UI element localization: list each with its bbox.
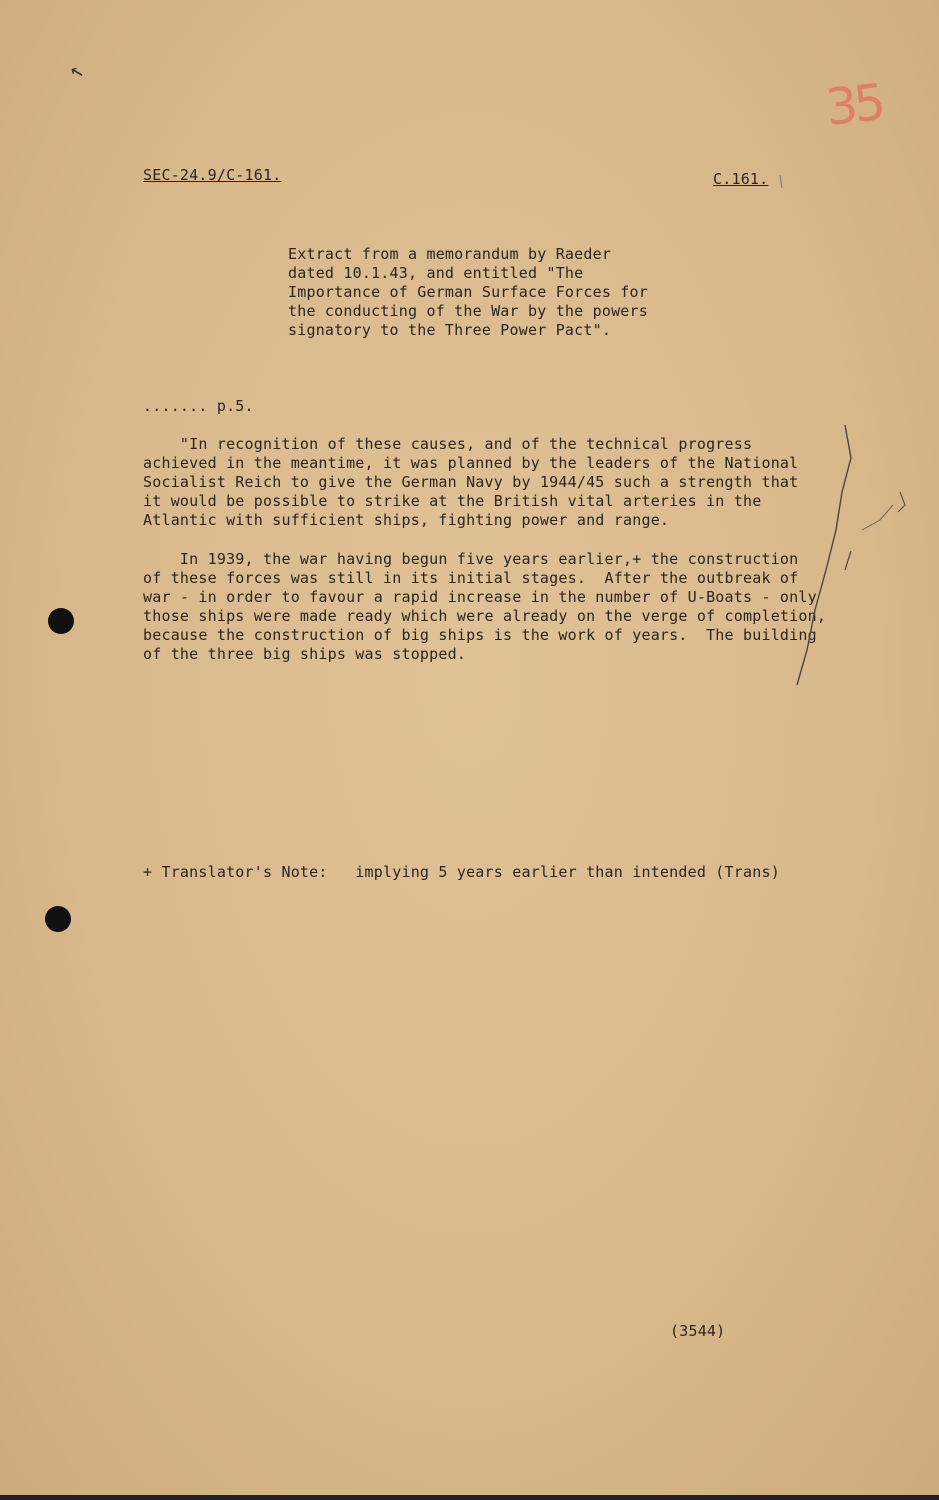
title-line: the conducting of the War by the powers (288, 302, 648, 320)
text-line: war - in order to favour a rapid increase in the number of U-Boats - only (143, 588, 817, 606)
pencil-mark-icon: ↖ (66, 56, 87, 85)
binder-hole (48, 608, 74, 634)
title-line: Importance of German Surface Forces for (288, 283, 648, 301)
document-reference-right: C.161. (713, 170, 769, 188)
text-line: it would be possible to strike at the British vital arteries in the (143, 492, 762, 510)
binder-hole (45, 906, 71, 932)
text-line: Socialist Reich to give the German Navy by 1944/45 such a strength that (143, 473, 799, 491)
translator-footnote: + Translator's Note: implying 5 years earlier than intended (Trans) (143, 863, 780, 881)
text-line: In 1939, the war having begun five years earlier,+ the construction (143, 550, 799, 568)
text-line: of these forces was still in its initial stages. After the outbreak of (143, 569, 799, 587)
text-line: those ships were made ready which were already on the verge of completion, (143, 607, 827, 625)
scan-edge (0, 1495, 939, 1500)
text-line: of the three big ships was stopped. (143, 645, 467, 663)
page-number: (3544) (670, 1322, 726, 1340)
title-line: Extract from a memorandum by Raeder (288, 245, 612, 263)
title-line: signatory to the Three Power Pact". (288, 321, 612, 339)
page-stamp: 35 (823, 73, 885, 137)
page-reference: ....... p.5. (143, 397, 254, 415)
text-line: achieved in the meantime, it was planned by the leaders of the National (143, 454, 799, 472)
text-line: because the construction of big ships is the work of years. The building (143, 626, 817, 644)
document-reference-left: SEC-24.9/C-161. (143, 166, 282, 184)
title-line: dated 10.1.43, and entitled "The (288, 264, 584, 282)
text-line: "In recognition of these causes, and of the technical progress (143, 435, 753, 453)
text-line: Atlantic with sufficient ships, fighting power and range. (143, 511, 670, 529)
